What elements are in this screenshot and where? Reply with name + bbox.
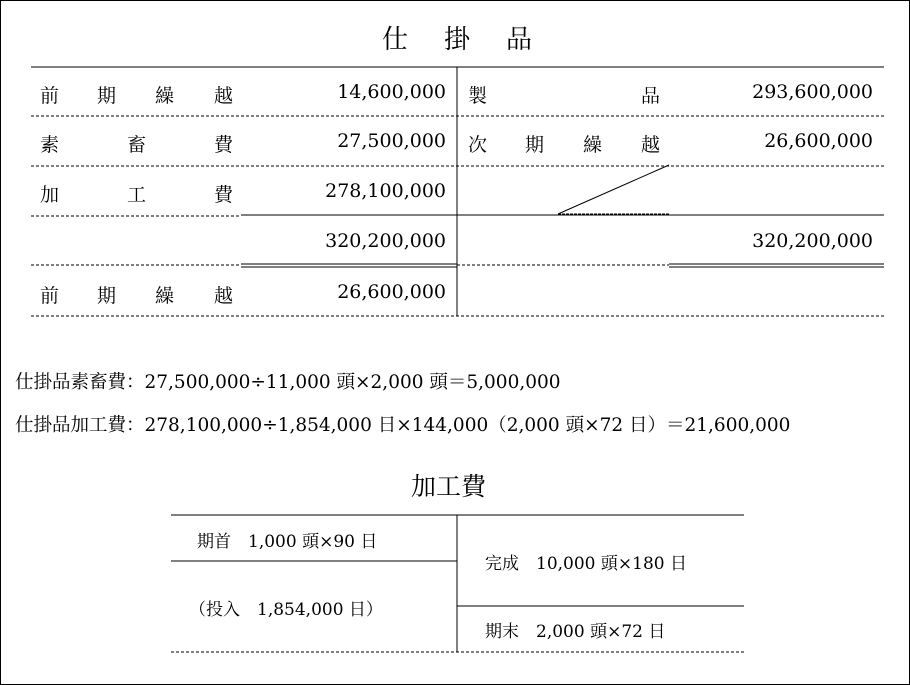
carry-amount: 26,600,000 [337,281,446,303]
credit-label-char: 製 [468,85,488,107]
credit-label-char: 越 [641,134,661,156]
account-title-char-3: 品 [506,25,533,55]
calc-line-processing: 仕掛品加工費：278,100,000÷1,854,000 日×144,000（2,000 頭×72 日）＝21,600,000 [15,415,791,436]
debit-total: 320,200,000 [325,230,446,252]
debit-label-char: 繰 [155,85,175,107]
debit-label-char: 素 [40,134,60,156]
credit-amount: 293,600,000 [752,81,873,103]
credit-label-char: 次 [468,134,488,156]
box-closing: 期末 2,000 頭×72 日 [485,622,666,642]
debit-label-char: 費 [214,134,234,156]
debit-label-char: 加 [40,184,60,206]
carry-label-char: 繰 [155,285,175,307]
box-input: （投入 1,854,000 日） [189,600,383,620]
ledger-lines [1,1,910,685]
debit-label-char: 越 [214,85,234,107]
credit-label-char: 期 [525,134,545,156]
debit-label-char: 期 [97,85,117,107]
box-completed: 完成 10,000 頭×180 日 [485,554,687,574]
credit-label-char: 繰 [583,134,603,156]
box-opening: 期首 1,000 頭×90 日 [197,532,378,552]
debit-amount: 27,500,000 [337,130,446,152]
account-title-char-2: 掛 [444,25,471,55]
debit-label-char: 前 [40,85,60,107]
account-title-char-1: 仕 [382,25,409,55]
calc-line-material: 仕掛品素畜費：27,500,000÷11,000 頭×2,000 頭＝5,000,000 [15,372,561,393]
debit-amount: 14,600,000 [337,81,446,103]
credit-total: 320,200,000 [752,230,873,252]
debit-amount: 278,100,000 [325,180,446,202]
debit-label-char: 費 [214,184,234,206]
carry-label-char: 越 [214,285,234,307]
credit-label-char: 品 [641,85,661,107]
debit-label-char: 工 [127,184,147,206]
carry-label-char: 前 [40,285,60,307]
carry-label-char: 期 [97,285,117,307]
credit-amount: 26,600,000 [764,130,873,152]
box-title: 加工費 [411,472,487,501]
debit-label-char: 畜 [127,134,147,156]
